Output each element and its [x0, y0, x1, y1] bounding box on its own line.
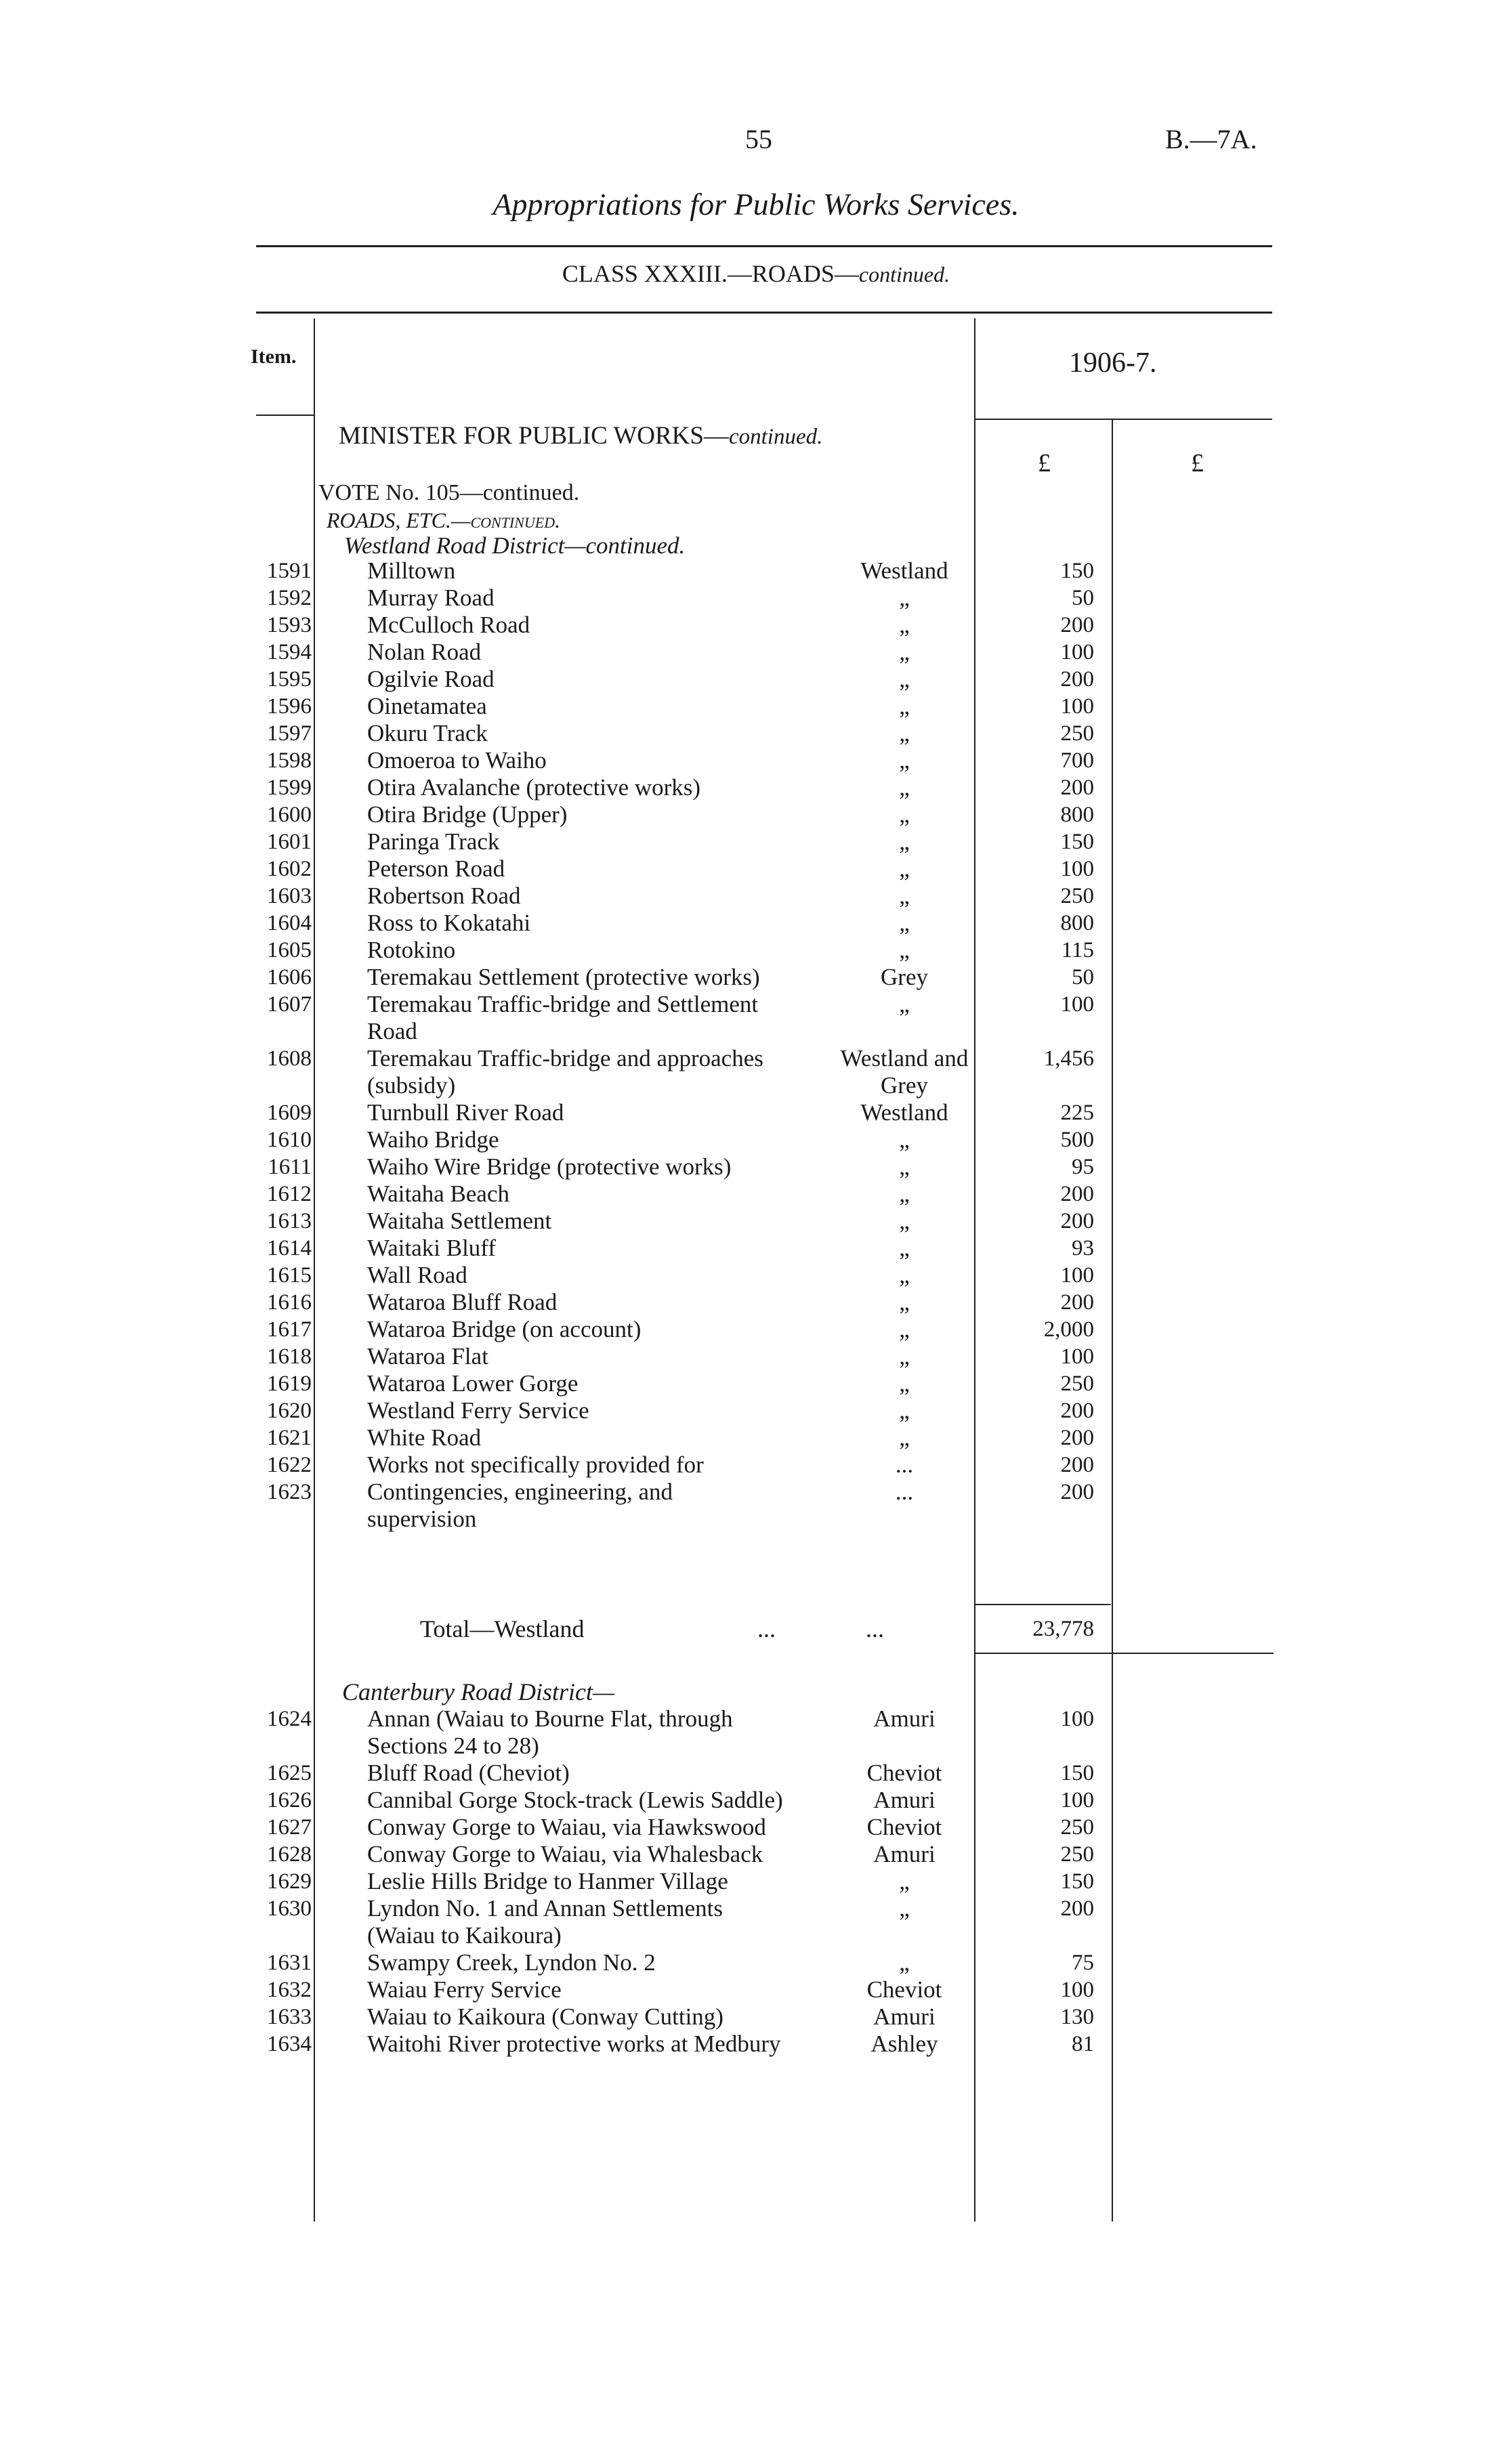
item-description: Nolan Road: [367, 639, 482, 665]
item-description: Wall Road: [367, 1262, 467, 1288]
county-name: „: [899, 1370, 910, 1397]
amount-value: 100: [1060, 857, 1094, 881]
county-name: „: [899, 910, 910, 936]
county-name: Cheviot: [866, 1814, 942, 1840]
amount-value: 200: [1060, 1209, 1094, 1233]
item-description: White Road: [367, 1424, 482, 1451]
amount-value: 200: [1060, 1480, 1094, 1504]
item-description: Okuru Track: [367, 720, 488, 746]
amount-value: 100: [1060, 1707, 1094, 1731]
item-number: 1625: [267, 1761, 312, 1785]
amount-value: 250: [1060, 1815, 1094, 1840]
county-name: ...: [895, 1451, 914, 1478]
item-description: Otira Bridge (Upper): [367, 801, 568, 828]
item-number: 1599: [267, 776, 312, 800]
county-name: „: [899, 828, 910, 855]
document-reference: B.—7A.: [1165, 124, 1257, 154]
item-description: McCulloch Road: [367, 612, 530, 638]
amount-value: 250: [1060, 1372, 1094, 1396]
county-name: „: [899, 639, 910, 665]
item-number: 1616: [267, 1290, 312, 1315]
county-name: „: [899, 937, 910, 963]
roads-heading: ROADS, ETC.—continued.: [327, 508, 561, 532]
item-number: 1592: [267, 586, 312, 610]
amount-value: 115: [1061, 938, 1094, 962]
item-number: 1624: [267, 1707, 312, 1731]
amount-value: 700: [1060, 748, 1094, 773]
item-description: Turnbull River Road: [367, 1099, 564, 1126]
minister-heading: [339, 421, 822, 450]
item-number: 1628: [267, 1842, 312, 1867]
item-number: 1634: [267, 2032, 312, 2056]
county-name: „: [899, 1262, 910, 1288]
amount-value: 130: [1060, 2005, 1094, 2029]
item-description: Waiho Bridge: [367, 1126, 499, 1153]
total-dots-2: ...: [866, 1615, 884, 1642]
amount-value: 200: [1060, 613, 1094, 637]
amount-value: 250: [1060, 721, 1094, 746]
class-subtitle: [0, 259, 1512, 288]
amount-value: 150: [1060, 1761, 1094, 1785]
county-name: ...: [895, 1479, 914, 1505]
county-name: „: [899, 991, 910, 1017]
item-description: Waiau to Kaikoura (Conway Cutting): [367, 2003, 723, 2030]
item-description: Omoeroa to Waiho: [367, 747, 547, 773]
item-number: 1591: [267, 559, 312, 583]
item-number: 1613: [267, 1209, 312, 1233]
amount-column-rule-left: [974, 318, 975, 2222]
amount-value: 150: [1060, 1869, 1094, 1894]
amount-value: 200: [1060, 1453, 1094, 1477]
item-column-header: Item.: [251, 345, 297, 368]
item-description: Robertson Road: [367, 883, 521, 909]
item-description: Wataroa Flat: [367, 1343, 488, 1369]
amount-value: 1,456: [1043, 1046, 1094, 1071]
minister-heading-italic: continued.: [728, 425, 823, 449]
amount-value: 500: [1060, 1128, 1094, 1152]
page-title: Appropriations for Public Works Services.: [492, 187, 1020, 221]
county-name: „: [899, 585, 910, 611]
county-name: „: [899, 1868, 910, 1894]
amount-value: 50: [1072, 586, 1094, 610]
amount-value: 100: [1060, 1344, 1094, 1369]
county-name: „: [899, 720, 910, 746]
item-number: 1611: [268, 1155, 312, 1179]
item-number: 1606: [267, 965, 312, 990]
amount-value: 100: [1060, 694, 1094, 719]
county-name: „: [899, 1949, 910, 1976]
amount-value: 150: [1060, 830, 1094, 854]
amount-value: 81: [1072, 2032, 1094, 2056]
item-description: Milltown: [367, 557, 456, 584]
item-number: 1602: [267, 857, 312, 881]
amount-value: 250: [1060, 1842, 1094, 1867]
item-number: 1594: [267, 640, 312, 664]
total-amount: 23,778: [1032, 1617, 1094, 1641]
item-description: Lyndon No. 1 and Annan Settlements (Waiau to Kaikoura): [367, 1895, 723, 1949]
item-description: Ross to Kokatahi: [367, 910, 531, 936]
canterbury-district-heading: Canterbury Road District—: [342, 1678, 614, 1705]
item-number: 1626: [267, 1788, 312, 1812]
item-description: Annan (Waiau to Bourne Flat, through Sections 24 to 28): [367, 1705, 733, 1759]
amount-value: 800: [1060, 803, 1094, 827]
amount-value: 200: [1060, 1896, 1094, 1921]
county-name: „: [899, 1397, 910, 1424]
item-number: 1605: [267, 938, 312, 962]
item-number: 1610: [267, 1128, 312, 1152]
amount-value: 250: [1060, 884, 1094, 908]
item-number: 1622: [267, 1453, 312, 1477]
item-description: Oinetamatea: [367, 693, 487, 719]
amount-value: 100: [1060, 1788, 1094, 1812]
county-name: Cheviot: [866, 1760, 942, 1786]
item-description: Teremakau Traffic-bridge and Settlement Road: [367, 991, 759, 1044]
item-description: Ogilvie Road: [367, 666, 495, 692]
total-bottom-rule: [975, 1653, 1274, 1654]
item-number: 1630: [267, 1896, 312, 1921]
amount-value: 100: [1060, 992, 1094, 1017]
item-number: 1603: [267, 884, 312, 908]
item-number: 1633: [267, 2005, 312, 2029]
item-number: 1595: [267, 667, 312, 692]
amount-value: 2,000: [1043, 1317, 1094, 1342]
county-name: „: [899, 801, 910, 828]
pound-sign-total: £: [1191, 449, 1204, 477]
county-name: Grey: [881, 964, 928, 990]
county-name: „: [899, 747, 910, 773]
county-name: „: [899, 1181, 910, 1207]
county-name: Amuri: [873, 2003, 936, 2030]
item-column-rule: [314, 318, 315, 2222]
item-description: Conway Gorge to Waiau, via Whalesback: [367, 1841, 763, 1867]
item-description: Works not specifically provided for: [367, 1451, 704, 1478]
county-name: Amuri: [873, 1705, 936, 1732]
county-name: „: [899, 693, 910, 719]
item-number: 1623: [267, 1480, 312, 1504]
county-name: „: [899, 1153, 910, 1180]
item-description: Wataroa Lower Gorge: [367, 1370, 579, 1397]
total-top-rule: [975, 1604, 1111, 1605]
amount-value: 100: [1060, 1978, 1094, 2002]
item-number: 1612: [267, 1182, 312, 1206]
year-header-rule: [975, 419, 1272, 420]
item-number: 1601: [267, 830, 312, 854]
item-number: 1615: [267, 1263, 312, 1288]
item-number: 1609: [267, 1101, 312, 1125]
year-column-header: 1906-7.: [1069, 347, 1157, 379]
amount-value: 75: [1072, 1951, 1094, 1975]
county-name: „: [899, 1424, 910, 1451]
county-name: Ashley: [870, 2031, 938, 2057]
title-rule: [256, 245, 1272, 247]
amount-value: 100: [1060, 640, 1094, 664]
county-name: „: [899, 855, 910, 882]
item-number: 1593: [267, 613, 312, 637]
county-name: Amuri: [873, 1787, 936, 1813]
minister-heading-main: MINISTER FOR PUBLIC WORKS—: [339, 422, 729, 450]
item-number: 1632: [267, 1978, 312, 2002]
item-number: 1627: [267, 1815, 312, 1840]
county-name: „: [899, 612, 910, 638]
county-name: Westland: [860, 1099, 948, 1126]
county-name: „: [899, 883, 910, 909]
item-number: 1621: [267, 1426, 312, 1450]
item-number: 1629: [267, 1869, 312, 1894]
item-number: 1608: [267, 1046, 312, 1071]
total-label: Total—Westland: [420, 1615, 585, 1642]
item-number: 1597: [267, 721, 312, 746]
item-description: Leslie Hills Bridge to Hanmer Village: [367, 1868, 728, 1894]
item-number: 1598: [267, 748, 312, 773]
item-description: Conway Gorge to Waiau, via Hawkswood: [367, 1814, 766, 1840]
county-name: „: [899, 1343, 910, 1369]
item-number: 1619: [267, 1372, 312, 1396]
item-description: Paringa Track: [367, 828, 500, 855]
item-description: Wataroa Bluff Road: [367, 1289, 558, 1315]
item-number: 1631: [267, 1951, 312, 1975]
item-description: Murray Road: [367, 585, 495, 611]
item-description: Peterson Road: [367, 855, 505, 882]
item-number: 1607: [267, 992, 312, 1017]
county-name: „: [899, 1289, 910, 1315]
item-description: Waiau Ferry Service: [367, 1976, 562, 2003]
westland-district-heading: Westland Road District—continued.: [344, 532, 686, 559]
amount-value: 200: [1060, 1290, 1094, 1315]
item-description: Waitohi River protective works at Medbury: [367, 2031, 781, 2057]
amount-value: 93: [1072, 1236, 1094, 1260]
item-number: 1614: [267, 1236, 312, 1260]
county-name: „: [899, 1126, 910, 1153]
amount-value: 800: [1060, 911, 1094, 935]
item-description: Rotokino: [367, 937, 456, 963]
item-number: 1618: [267, 1344, 312, 1369]
total-dots-1: ...: [757, 1615, 776, 1642]
amount-value: 100: [1060, 1263, 1094, 1288]
item-description: Cannibal Gorge Stock-track (Lewis Saddle): [367, 1787, 783, 1813]
amount-value: 200: [1060, 1182, 1094, 1206]
item-description: Teremakau Traffic-bridge and approaches (subsidy): [367, 1045, 763, 1099]
page-number: 55: [745, 124, 772, 154]
amount-value: 50: [1072, 965, 1094, 990]
county-name: Cheviot: [866, 1976, 942, 2003]
vote-heading: VOTE No. 105—continued.: [318, 480, 580, 505]
item-description: Westland Ferry Service: [367, 1397, 589, 1424]
item-description: Bluff Road (Cheviot): [367, 1760, 570, 1786]
item-description: Waitaha Beach: [367, 1181, 509, 1207]
county-name: Westland: [860, 557, 948, 584]
county-name: Westland and Grey: [840, 1045, 969, 1099]
county-name: „: [899, 1895, 910, 1921]
amount-value: 225: [1060, 1101, 1094, 1125]
county-name: Amuri: [873, 1841, 936, 1867]
item-number: 1617: [267, 1317, 312, 1342]
county-name: „: [899, 666, 910, 692]
item-description: Waitaki Bluff: [367, 1235, 496, 1261]
item-description: Otira Avalanche (protective works): [367, 774, 701, 801]
amount-value: 200: [1060, 667, 1094, 692]
county-name: „: [899, 1235, 910, 1261]
amount-value: 200: [1060, 1399, 1094, 1423]
county-name: „: [899, 1208, 910, 1234]
item-number: 1596: [267, 694, 312, 719]
amount-value: 200: [1060, 1426, 1094, 1450]
item-number: 1600: [267, 803, 312, 827]
item-number: 1620: [267, 1399, 312, 1423]
county-name: „: [899, 1316, 910, 1342]
header-bottom-rule: [256, 415, 314, 416]
item-description: Teremakau Settlement (protective works): [367, 964, 760, 990]
amount-value: 150: [1060, 559, 1094, 583]
header-top-rule: [256, 312, 1272, 314]
class-subtitle-italic: continued.: [858, 262, 950, 286]
county-name: „: [899, 774, 910, 801]
amount-value: 200: [1060, 776, 1094, 800]
item-description: Contingencies, engineering, and supervision: [367, 1479, 673, 1532]
item-number: 1604: [267, 911, 312, 935]
item-description: Waitaha Settlement: [367, 1208, 552, 1234]
item-description: Waiho Wire Bridge (protective works): [367, 1153, 732, 1180]
item-description: Swampy Creek, Lyndon No. 2: [367, 1949, 656, 1976]
amount-value: 95: [1072, 1155, 1094, 1179]
pound-sign-detail: £: [1038, 449, 1051, 477]
class-subtitle-main: CLASS XXXIII.—ROADS—: [562, 260, 859, 287]
amount-column-rule-mid: [1112, 420, 1113, 2222]
item-description: Wataroa Bridge (on account): [367, 1316, 642, 1342]
